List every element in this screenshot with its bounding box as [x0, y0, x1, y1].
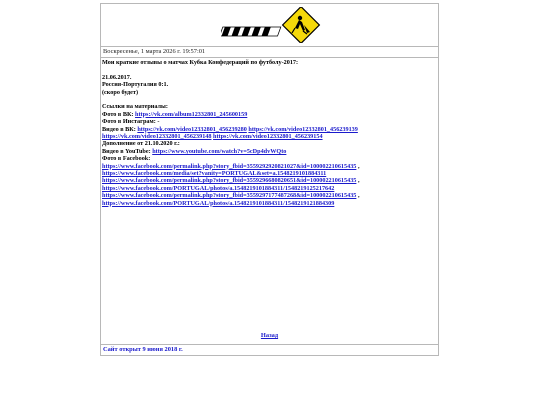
- facebook-link-row: [102, 185, 437, 192]
- vk-photo-row: [102, 111, 437, 118]
- facebook-link-row: [102, 200, 437, 207]
- facebook-link[interactable]: https://www.facebook.com/PORTUGAL/photos/a.1548219101884311/1548219125217642: [102, 184, 335, 192]
- addition-label: Дополнение от 21.10.2020 г.:: [102, 140, 180, 148]
- back-row: [101, 332, 438, 339]
- vk-photo-label: Фото в ВК:: [102, 110, 134, 118]
- review-status: (скоро будет): [102, 88, 139, 96]
- vk-video-link[interactable]: https://vk.com/video12332801_456239280: [137, 125, 247, 133]
- vk-video-label: Видео в ВК:: [102, 125, 136, 133]
- under-construction-icon: [221, 7, 321, 43]
- vk-video-row: [102, 126, 437, 133]
- facebook-link[interactable]: https://www.facebook.com/permalink.php?story_fbid=3559296680820651&id=100002210615435: [102, 177, 357, 185]
- date-time: Воскресенье, 1 марта 2026 г. 19:57:01: [101, 47, 438, 58]
- article-title: Мои краткие отзывы о матчах Кубка Конфедераций по футболу-2017:: [102, 59, 299, 66]
- facebook-link[interactable]: https://www.facebook.com/media/set?vanity=PORTUGAL&set=a.1548219101884311: [102, 170, 327, 178]
- back-link[interactable]: Назад: [260, 332, 279, 339]
- site-opened-footer: Сайт открыт 9 июня 2018 г.: [103, 346, 183, 353]
- banner: [101, 4, 438, 47]
- facebook-label: Фото в Facebook:: [102, 155, 151, 163]
- match-date: 21.06.2017.: [102, 73, 132, 81]
- vk-video-link[interactable]: https://vk.com/video12332801_456239139: [248, 125, 358, 133]
- youtube-link[interactable]: https://www.youtube.com/watch?v=5cDp4dvWQto: [152, 147, 287, 155]
- facebook-link[interactable]: https://www.facebook.com/permalink.php?story_fbid=3559292920821027&id=100002210615435: [102, 162, 357, 170]
- facebook-link-row: [102, 170, 437, 177]
- facebook-link[interactable]: https://www.facebook.com/permalink.php?story_fbid=3559297177487268&id=100002210615435: [102, 192, 357, 200]
- vk-photo-link[interactable]: https://vk.com/album12332801_245600159: [135, 110, 248, 118]
- article-content: [101, 58, 438, 345]
- vk-video-row-2: [102, 133, 437, 140]
- facebook-link-row: https://www.facebook.com/permalink.php?story_fbid=3559292920821027&id=100002210615435 ,: [102, 162, 360, 170]
- facebook-link-row: https://www.facebook.com/permalink.php?story_fbid=3559296680820651&id=100002210615435 ,: [102, 177, 360, 185]
- instagram-row: Фото в Инстаграм: -: [102, 118, 160, 126]
- vk-video-link[interactable]: https://vk.com/video12332801_456239154: [213, 133, 323, 141]
- match-result: Россия-Португалия 0:1.: [102, 81, 169, 89]
- youtube-label: Видео в YouTube:: [102, 147, 151, 155]
- page-frame: [100, 3, 439, 356]
- facebook-link-row: https://www.facebook.com/permalink.php?story_fbid=3559297177487268&id=100002210615435 ,: [102, 192, 360, 200]
- youtube-row: [102, 148, 437, 155]
- materials-heading: Ссылки на материалы:: [102, 103, 168, 111]
- facebook-link[interactable]: https://www.facebook.com/PORTUGAL/photos/a.1548219101884311/1548219121884309: [102, 199, 335, 207]
- vk-video-link[interactable]: https://vk.com/video12332801_456239148: [102, 133, 212, 141]
